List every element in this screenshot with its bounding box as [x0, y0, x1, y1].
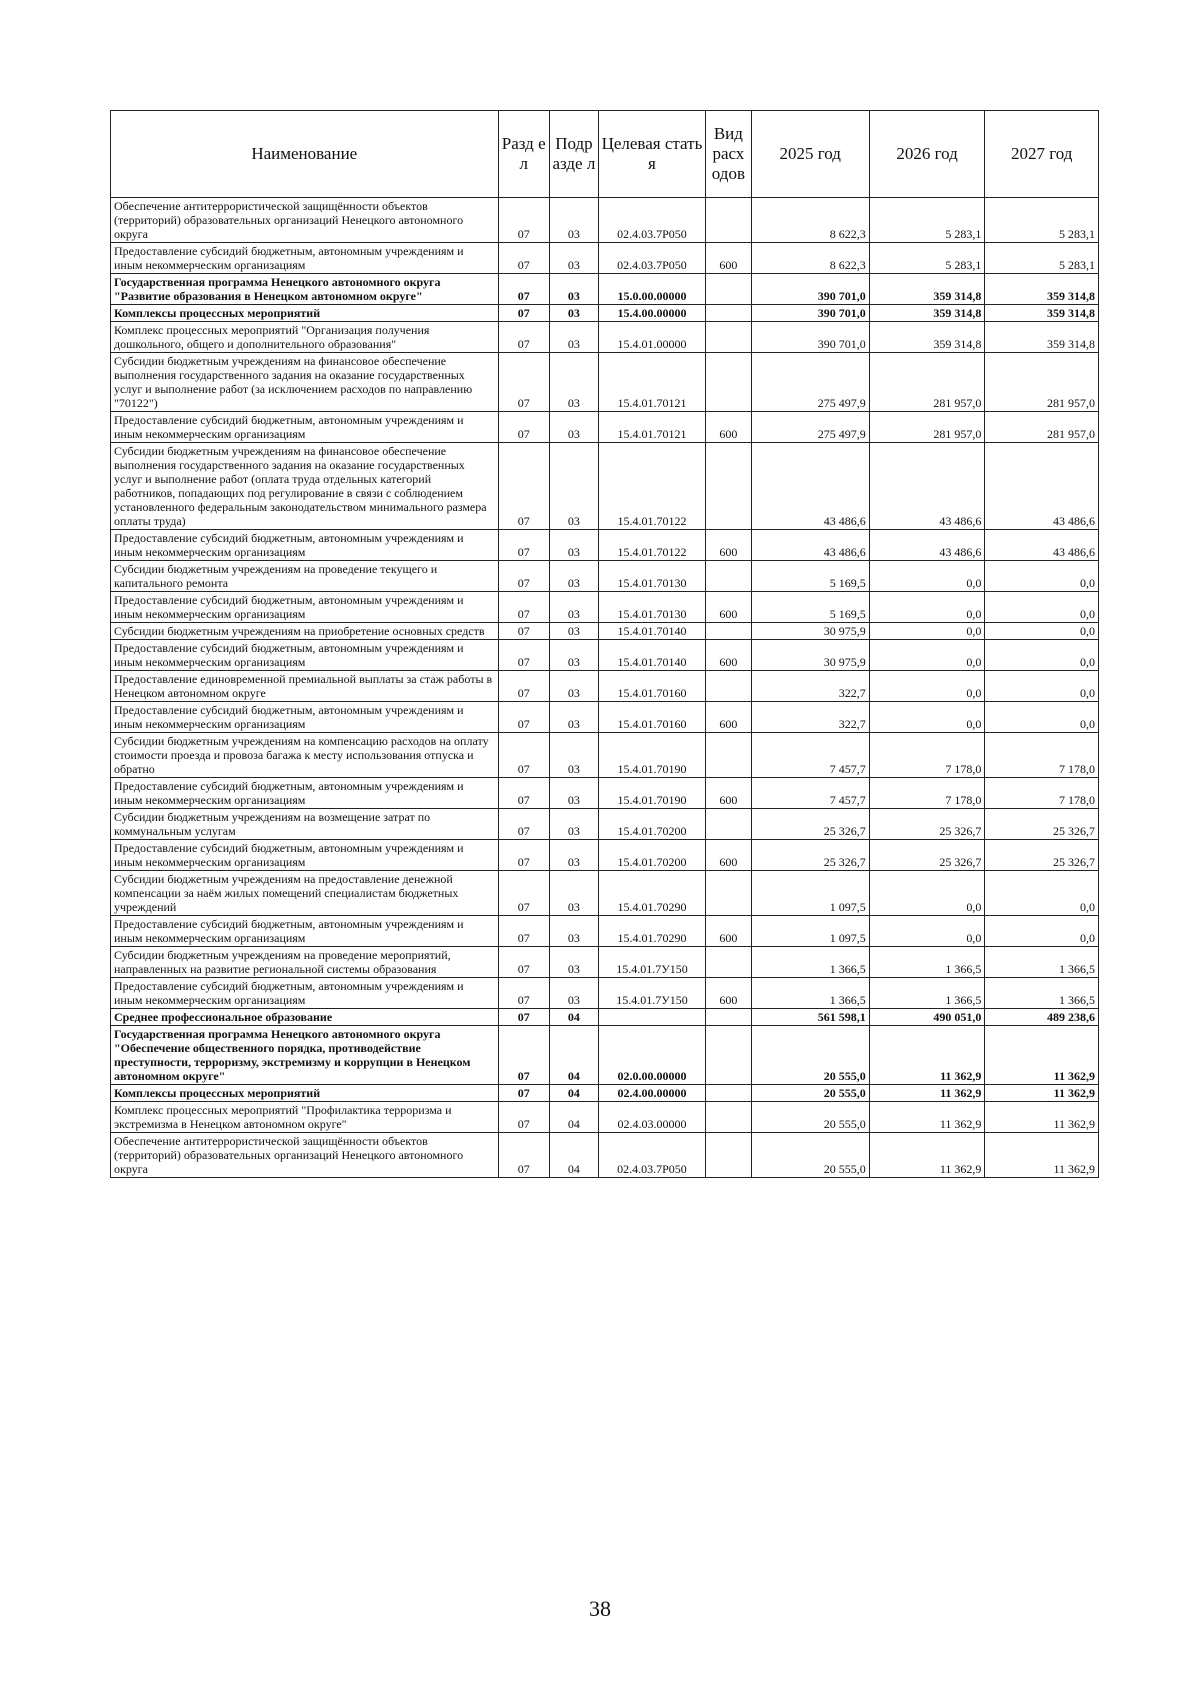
cell-razdel: 07 [498, 243, 549, 274]
cell-podrazdel: 03 [549, 530, 598, 561]
cell-name: Субсидии бюджетным учреждениям на проведение текущего и капитального ремонта [111, 561, 499, 592]
cell-razdel: 07 [498, 322, 549, 353]
header-year-2025: 2025 год [751, 111, 869, 198]
cell-razdel: 07 [498, 1102, 549, 1133]
cell-razdel: 07 [498, 778, 549, 809]
cell-podrazdel: 03 [549, 561, 598, 592]
cell-expense-kind [705, 274, 751, 305]
cell-year-2025: 1 097,5 [751, 916, 869, 947]
cell-year-2026: 5 283,1 [869, 198, 985, 243]
cell-name: Предоставление субсидий бюджетным, автономным учреждениям и иным некоммерческим организациям [111, 592, 499, 623]
cell-name: Предоставление субсидий бюджетным, автономным учреждениям и иным некоммерческим организациям [111, 640, 499, 671]
cell-expense-kind: 600 [705, 592, 751, 623]
cell-target-article: 15.4.01.70122 [598, 443, 705, 530]
cell-target-article: 15.4.01.70160 [598, 671, 705, 702]
cell-target-article: 02.4.03.7Р050 [598, 243, 705, 274]
table-row [111, 1102, 1099, 1133]
cell-year-2025: 1 366,5 [751, 947, 869, 978]
cell-razdel: 07 [498, 840, 549, 871]
cell-razdel: 07 [498, 947, 549, 978]
cell-year-2027: 43 486,6 [985, 443, 1099, 530]
cell-name: Предоставление субсидий бюджетным, автономным учреждениям и иным некоммерческим организациям [111, 916, 499, 947]
cell-year-2026: 11 362,9 [869, 1102, 985, 1133]
table-row [111, 443, 1099, 530]
cell-target-article: 02.0.00.00000 [598, 1026, 705, 1085]
cell-podrazdel: 03 [549, 623, 598, 640]
cell-name: Среднее профессиональное образование [111, 1009, 499, 1026]
cell-target-article: 15.4.01.70160 [598, 702, 705, 733]
cell-target-article: 15.4.01.00000 [598, 322, 705, 353]
cell-podrazdel: 03 [549, 274, 598, 305]
cell-expense-kind [705, 1133, 751, 1178]
cell-podrazdel: 04 [549, 1009, 598, 1026]
table-row [111, 198, 1099, 243]
cell-year-2027: 43 486,6 [985, 530, 1099, 561]
cell-razdel: 07 [498, 702, 549, 733]
cell-target-article: 15.4.01.70200 [598, 809, 705, 840]
cell-razdel: 07 [498, 274, 549, 305]
cell-razdel: 07 [498, 530, 549, 561]
cell-podrazdel: 04 [549, 1133, 598, 1178]
cell-razdel: 07 [498, 1026, 549, 1085]
cell-year-2025: 390 701,0 [751, 274, 869, 305]
cell-target-article: 15.4.01.7У150 [598, 978, 705, 1009]
cell-name: Субсидии бюджетным учреждениям на предоставление денежной компенсации за наём жилых помещений специалистам бюджетных учреждений [111, 871, 499, 916]
table-header-row [111, 111, 1099, 198]
cell-year-2026: 0,0 [869, 640, 985, 671]
table-row [111, 530, 1099, 561]
cell-razdel: 07 [498, 353, 549, 412]
cell-year-2026: 43 486,6 [869, 530, 985, 561]
cell-podrazdel: 03 [549, 916, 598, 947]
cell-year-2026: 0,0 [869, 702, 985, 733]
cell-year-2027: 7 178,0 [985, 733, 1099, 778]
table-row [111, 947, 1099, 978]
cell-year-2026: 359 314,8 [869, 322, 985, 353]
cell-target-article: 15.4.01.70130 [598, 561, 705, 592]
cell-name: Субсидии бюджетным учреждениям на проведение мероприятий, направленных на развитие региональной системы образования [111, 947, 499, 978]
table-row [111, 778, 1099, 809]
cell-year-2025: 7 457,7 [751, 778, 869, 809]
table-row [111, 243, 1099, 274]
table-row [111, 274, 1099, 305]
cell-expense-kind: 600 [705, 243, 751, 274]
cell-year-2027: 11 362,9 [985, 1085, 1099, 1102]
cell-expense-kind: 600 [705, 640, 751, 671]
cell-name: Субсидии бюджетным учреждениям на компенсацию расходов на оплату стоимости проезда и провоза багажа к месту использования отпуска и обратно [111, 733, 499, 778]
cell-name: Обеспечение антитеррористической защищённости объектов (территорий) образовательных организаций Ненецкого автономного округа [111, 198, 499, 243]
table-row [111, 353, 1099, 412]
cell-year-2026: 0,0 [869, 916, 985, 947]
cell-year-2026: 0,0 [869, 623, 985, 640]
cell-year-2025: 1 366,5 [751, 978, 869, 1009]
cell-year-2025: 322,7 [751, 671, 869, 702]
cell-target-article: 15.4.01.70200 [598, 840, 705, 871]
cell-podrazdel: 03 [549, 443, 598, 530]
cell-year-2026: 1 366,5 [869, 947, 985, 978]
cell-target-article: 15.4.01.70190 [598, 733, 705, 778]
cell-expense-kind [705, 443, 751, 530]
cell-year-2027: 5 283,1 [985, 243, 1099, 274]
table-row [111, 702, 1099, 733]
table-row [111, 412, 1099, 443]
cell-year-2026: 1 366,5 [869, 978, 985, 1009]
cell-razdel: 07 [498, 198, 549, 243]
cell-razdel: 07 [498, 809, 549, 840]
cell-year-2025: 390 701,0 [751, 305, 869, 322]
cell-year-2025: 25 326,7 [751, 809, 869, 840]
cell-podrazdel: 03 [549, 592, 598, 623]
cell-podrazdel: 03 [549, 640, 598, 671]
cell-year-2027: 0,0 [985, 640, 1099, 671]
cell-year-2027: 0,0 [985, 671, 1099, 702]
cell-year-2027: 0,0 [985, 916, 1099, 947]
cell-year-2026: 281 957,0 [869, 412, 985, 443]
cell-target-article: 15.4.01.70121 [598, 412, 705, 443]
cell-year-2027: 359 314,8 [985, 322, 1099, 353]
cell-name: Государственная программа Ненецкого автономного округа "Обеспечение общественного порядка, противодействие преступности, терроризму, экстремизму и коррупции в Ненецком автономном округе" [111, 1026, 499, 1085]
cell-year-2027: 7 178,0 [985, 778, 1099, 809]
cell-year-2026: 359 314,8 [869, 305, 985, 322]
cell-year-2027: 11 362,9 [985, 1133, 1099, 1178]
cell-name: Предоставление единовременной премиальной выплаты за стаж работы в Ненецком автономном округе [111, 671, 499, 702]
cell-podrazdel: 04 [549, 1026, 598, 1085]
cell-podrazdel: 03 [549, 198, 598, 243]
table-row [111, 623, 1099, 640]
cell-expense-kind [705, 947, 751, 978]
cell-target-article: 15.4.01.70121 [598, 353, 705, 412]
cell-year-2025: 43 486,6 [751, 443, 869, 530]
cell-name: Предоставление субсидий бюджетным, автономным учреждениям и иным некоммерческим организациям [111, 778, 499, 809]
cell-name: Предоставление субсидий бюджетным, автономным учреждениям и иным некоммерческим организациям [111, 702, 499, 733]
cell-year-2025: 8 622,3 [751, 198, 869, 243]
cell-year-2025: 20 555,0 [751, 1102, 869, 1133]
cell-expense-kind [705, 198, 751, 243]
cell-year-2025: 390 701,0 [751, 322, 869, 353]
cell-year-2027: 11 362,9 [985, 1026, 1099, 1085]
table-row [111, 1133, 1099, 1178]
cell-expense-kind: 600 [705, 412, 751, 443]
cell-year-2025: 275 497,9 [751, 353, 869, 412]
cell-podrazdel: 03 [549, 412, 598, 443]
cell-razdel: 07 [498, 1085, 549, 1102]
table-row [111, 561, 1099, 592]
table-body [111, 198, 1099, 1178]
cell-target-article: 15.4.00.00000 [598, 305, 705, 322]
cell-expense-kind: 600 [705, 702, 751, 733]
cell-year-2027: 1 366,5 [985, 947, 1099, 978]
cell-razdel: 07 [498, 916, 549, 947]
cell-expense-kind [705, 322, 751, 353]
cell-year-2027: 0,0 [985, 592, 1099, 623]
cell-year-2027: 5 283,1 [985, 198, 1099, 243]
table-row [111, 916, 1099, 947]
cell-target-article: 15.4.01.7У150 [598, 947, 705, 978]
cell-expense-kind [705, 871, 751, 916]
header-name: Наименование [111, 111, 499, 198]
cell-podrazdel: 03 [549, 840, 598, 871]
cell-name: Комплексы процессных мероприятий [111, 305, 499, 322]
cell-year-2026: 7 178,0 [869, 733, 985, 778]
cell-year-2027: 281 957,0 [985, 412, 1099, 443]
page-number: 38 [589, 1596, 611, 1621]
cell-expense-kind [705, 1026, 751, 1085]
cell-year-2027: 0,0 [985, 623, 1099, 640]
cell-podrazdel: 03 [549, 778, 598, 809]
cell-year-2027: 25 326,7 [985, 840, 1099, 871]
cell-target-article: 15.4.01.70290 [598, 871, 705, 916]
cell-year-2025: 20 555,0 [751, 1085, 869, 1102]
cell-name: Предоставление субсидий бюджетным, автономным учреждениям и иным некоммерческим организациям [111, 243, 499, 274]
cell-year-2025: 275 497,9 [751, 412, 869, 443]
table-row [111, 592, 1099, 623]
header-razdel: Разд ел [498, 111, 549, 198]
table-row [111, 322, 1099, 353]
cell-name: Субсидии бюджетным учреждениям на возмещение затрат по коммунальным услугам [111, 809, 499, 840]
cell-target-article: 15.0.00.00000 [598, 274, 705, 305]
cell-podrazdel: 03 [549, 733, 598, 778]
table-row [111, 671, 1099, 702]
cell-year-2026: 11 362,9 [869, 1026, 985, 1085]
cell-year-2025: 30 975,9 [751, 623, 869, 640]
cell-year-2027: 25 326,7 [985, 809, 1099, 840]
table-row [111, 1009, 1099, 1026]
table-row [111, 305, 1099, 322]
header-year-2027: 2027 год [985, 111, 1099, 198]
cell-year-2025: 5 169,5 [751, 592, 869, 623]
cell-target-article: 15.4.01.70122 [598, 530, 705, 561]
table-row [111, 733, 1099, 778]
cell-year-2027: 11 362,9 [985, 1102, 1099, 1133]
cell-year-2025: 20 555,0 [751, 1026, 869, 1085]
cell-name: Субсидии бюджетным учреждениям на приобретение основных средств [111, 623, 499, 640]
cell-target-article: 02.4.00.00000 [598, 1085, 705, 1102]
cell-year-2026: 11 362,9 [869, 1133, 985, 1178]
cell-expense-kind: 600 [705, 778, 751, 809]
cell-razdel: 07 [498, 871, 549, 916]
table-row [111, 978, 1099, 1009]
cell-name: Комплекс процессных мероприятий "Организация получения дошкольного, общего и дополнительного образования" [111, 322, 499, 353]
cell-razdel: 07 [498, 733, 549, 778]
cell-target-article: 15.4.01.70130 [598, 592, 705, 623]
cell-razdel: 07 [498, 443, 549, 530]
cell-year-2027: 489 238,6 [985, 1009, 1099, 1026]
cell-target-article: 02.4.03.7Р050 [598, 198, 705, 243]
cell-podrazdel: 04 [549, 1085, 598, 1102]
cell-year-2027: 0,0 [985, 871, 1099, 916]
cell-podrazdel: 03 [549, 243, 598, 274]
cell-expense-kind: 600 [705, 978, 751, 1009]
cell-year-2025: 5 169,5 [751, 561, 869, 592]
cell-razdel: 07 [498, 1009, 549, 1026]
table-row [111, 1085, 1099, 1102]
budget-table [110, 110, 1099, 1178]
cell-expense-kind [705, 733, 751, 778]
cell-year-2025: 25 326,7 [751, 840, 869, 871]
cell-year-2025: 20 555,0 [751, 1133, 869, 1178]
cell-year-2025: 8 622,3 [751, 243, 869, 274]
cell-name: Субсидии бюджетным учреждениям на финансовое обеспечение выполнения государственного задания на оказание государственных услуг и выполнение работ (за исключением расходов по направлению "70122") [111, 353, 499, 412]
table-row [111, 840, 1099, 871]
cell-year-2026: 5 283,1 [869, 243, 985, 274]
cell-year-2026: 0,0 [869, 671, 985, 702]
cell-expense-kind [705, 809, 751, 840]
header-target-article: Целевая статья [598, 111, 705, 198]
cell-razdel: 07 [498, 561, 549, 592]
cell-year-2026: 0,0 [869, 871, 985, 916]
cell-year-2026: 25 326,7 [869, 840, 985, 871]
cell-year-2026: 25 326,7 [869, 809, 985, 840]
cell-target-article: 15.4.01.70290 [598, 916, 705, 947]
cell-expense-kind: 600 [705, 916, 751, 947]
cell-target-article [598, 1009, 705, 1026]
cell-year-2025: 322,7 [751, 702, 869, 733]
header-expense-kind: Вид расх одов [705, 111, 751, 198]
table-row [111, 809, 1099, 840]
cell-podrazdel: 03 [549, 322, 598, 353]
cell-expense-kind [705, 1102, 751, 1133]
cell-target-article: 15.4.01.70140 [598, 640, 705, 671]
cell-razdel: 07 [498, 978, 549, 1009]
cell-expense-kind [705, 353, 751, 412]
cell-razdel: 07 [498, 671, 549, 702]
cell-year-2027: 0,0 [985, 702, 1099, 733]
cell-expense-kind [705, 623, 751, 640]
cell-name: Обеспечение антитеррористической защищённости объектов (территорий) образовательных организаций Ненецкого автономного округа [111, 1133, 499, 1178]
header-year-2026: 2026 год [869, 111, 985, 198]
cell-podrazdel: 03 [549, 871, 598, 916]
table-row [111, 1026, 1099, 1085]
cell-expense-kind [705, 1009, 751, 1026]
cell-name: Комплекс процессных мероприятий "Профилактика терроризма и экстремизма в Ненецком автономном округе" [111, 1102, 499, 1133]
cell-expense-kind: 600 [705, 530, 751, 561]
cell-podrazdel: 03 [549, 702, 598, 733]
cell-podrazdel: 03 [549, 809, 598, 840]
cell-razdel: 07 [498, 623, 549, 640]
header-podrazdel: Подр азде л [549, 111, 598, 198]
cell-expense-kind: 600 [705, 840, 751, 871]
cell-name: Государственная программа Ненецкого автономного округа "Развитие образования в Ненецком автономном округе" [111, 274, 499, 305]
cell-target-article: 15.4.01.70140 [598, 623, 705, 640]
cell-year-2025: 561 598,1 [751, 1009, 869, 1026]
cell-year-2027: 359 314,8 [985, 305, 1099, 322]
cell-target-article: 15.4.01.70190 [598, 778, 705, 809]
cell-podrazdel: 03 [549, 947, 598, 978]
cell-expense-kind [705, 561, 751, 592]
cell-year-2025: 30 975,9 [751, 640, 869, 671]
cell-year-2026: 0,0 [869, 561, 985, 592]
cell-year-2027: 0,0 [985, 561, 1099, 592]
cell-expense-kind [705, 305, 751, 322]
cell-year-2026: 11 362,9 [869, 1085, 985, 1102]
cell-year-2025: 1 097,5 [751, 871, 869, 916]
cell-razdel: 07 [498, 640, 549, 671]
cell-name: Предоставление субсидий бюджетным, автономным учреждениям и иным некоммерческим организациям [111, 412, 499, 443]
cell-razdel: 07 [498, 412, 549, 443]
cell-expense-kind [705, 671, 751, 702]
cell-year-2026: 43 486,6 [869, 443, 985, 530]
cell-year-2026: 281 957,0 [869, 353, 985, 412]
cell-year-2027: 281 957,0 [985, 353, 1099, 412]
cell-razdel: 07 [498, 1133, 549, 1178]
cell-target-article: 02.4.03.00000 [598, 1102, 705, 1133]
cell-year-2026: 0,0 [869, 592, 985, 623]
table-row [111, 871, 1099, 916]
cell-target-article: 02.4.03.7Р050 [598, 1133, 705, 1178]
cell-year-2027: 1 366,5 [985, 978, 1099, 1009]
cell-razdel: 07 [498, 305, 549, 322]
cell-podrazdel: 03 [549, 353, 598, 412]
cell-year-2026: 490 051,0 [869, 1009, 985, 1026]
cell-podrazdel: 03 [549, 305, 598, 322]
cell-podrazdel: 04 [549, 1102, 598, 1133]
cell-year-2026: 359 314,8 [869, 274, 985, 305]
cell-razdel: 07 [498, 592, 549, 623]
cell-name: Субсидии бюджетным учреждениям на финансовое обеспечение выполнения государственного задания на оказание государственных услуг и выполнение работ (оплата труда отдельных категорий работников, попадающих под регулирование в связи с соблюдением установленного федеральным законодательством минимального размера оплаты труда) [111, 443, 499, 530]
cell-podrazdel: 03 [549, 978, 598, 1009]
cell-name: Предоставление субсидий бюджетным, автономным учреждениям и иным некоммерческим организациям [111, 530, 499, 561]
cell-name: Предоставление субсидий бюджетным, автономным учреждениям и иным некоммерческим организациям [111, 978, 499, 1009]
cell-year-2027: 359 314,8 [985, 274, 1099, 305]
cell-year-2025: 7 457,7 [751, 733, 869, 778]
cell-expense-kind [705, 1085, 751, 1102]
cell-year-2026: 7 178,0 [869, 778, 985, 809]
table-row [111, 640, 1099, 671]
cell-year-2025: 43 486,6 [751, 530, 869, 561]
cell-name: Предоставление субсидий бюджетным, автономным учреждениям и иным некоммерческим организациям [111, 840, 499, 871]
cell-name: Комплексы процессных мероприятий [111, 1085, 499, 1102]
cell-podrazdel: 03 [549, 671, 598, 702]
